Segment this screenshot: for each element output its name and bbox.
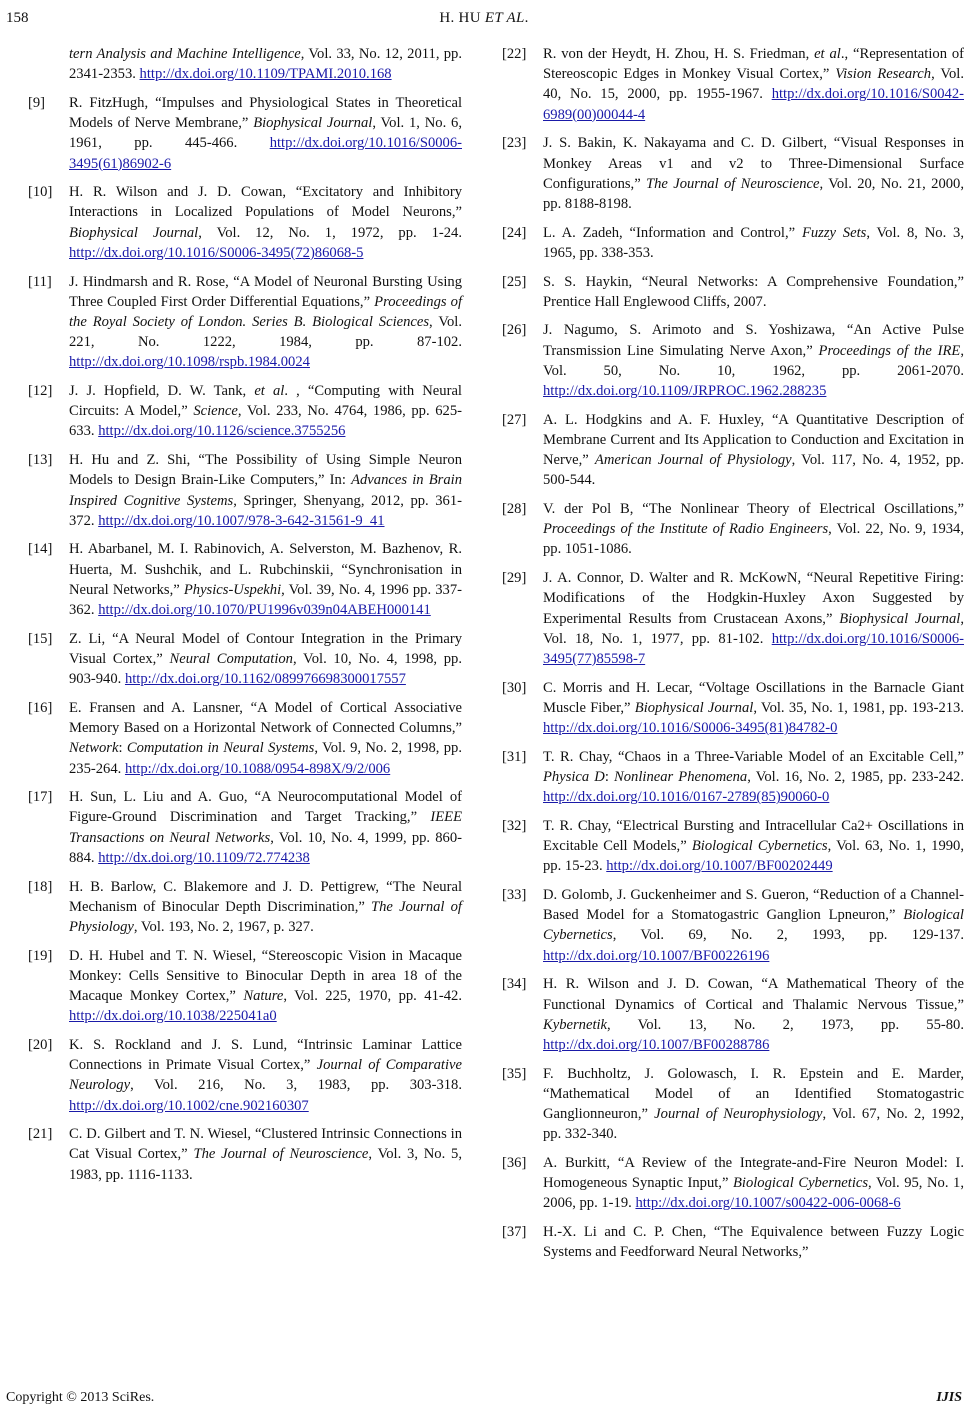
doi-link[interactable]: http://dx.doi.org/10.1016/S0006-3495(61)86902-6 [69,135,462,172]
reference-text: , Vol. 12, No. 1, 1972, pp. 1-24. [198,224,463,241]
reference-italic-text: Journal of Neurophysiology [654,1106,823,1123]
reference-column-left [28,44,462,1193]
reference-entry [502,974,964,1055]
reference-text: T. R. Chay, “Electrical Bursting and Intracellular Ca2+ Oscillations in Excitable Cell Models,” [543,817,964,855]
reference-text: H. Abarbanel, M. I. Rabinovich, A. Selverston, M. Bazhenov, R. Huerta, M. Sushchik, and L. Rubchinskii, “Synchronisation in Neural Networks,” [69,541,462,598]
doi-link[interactable]: http://dx.doi.org/10.1016/S0006-3495(81)84782-0 [543,720,838,737]
running-head-period: . [524,10,529,26]
reference-text: : [604,769,615,785]
reference-number: [30] [502,679,527,696]
reference-italic-text: Biophysical Journal [253,115,373,132]
reference-number: [19] [28,947,53,964]
reference-number: [36] [502,1154,527,1171]
doi-link[interactable]: http://dx.doi.org/10.1007/BF00202449 [606,858,833,875]
reference-text: , Vol. 22, No. 9, 1934, pp. 1051-1086. [543,521,964,558]
reference-number: [37] [502,1224,527,1241]
reference-italic-text: The Journal of Neuroscience [193,1146,369,1163]
reference-text: E. Fransen and A. Lansner, “A Model of Cortical Associative Memory Based on a Horizontal Network of Connected Columns,” [69,699,462,737]
reference-number: [10] [28,184,53,201]
reference-text: H. B. Barlow, C. Blakemore and J. D. Pettigrew, “The Neural Mechanism of Binocular Depth Discrimination,” [69,878,462,915]
reference-text: D. Golomb, J. Guckenheimer and S. Gueron, “Reduction of a Channel-Based Model for a Stomatogastric Ganglion Lpneuron,” [543,887,964,924]
reference-entry [28,1035,462,1116]
doi-link[interactable]: http://dx.doi.org/10.1098/rspb.1984.0024 [69,354,310,371]
reference-number: [31] [502,748,527,765]
reference-number: [13] [28,452,53,469]
reference-entry [28,272,462,373]
reference-text: R. von der Heydt, H. Zhou, H. S. Friedman, [543,46,815,62]
doi-link[interactable]: http://dx.doi.org/10.1109/72.774238 [98,849,310,866]
reference-italic-text: American Journal of Physiology [594,452,792,469]
reference-number: [14] [28,541,53,558]
running-head [0,10,968,27]
reference-text: : [118,740,127,757]
reference-text: , Vol. 13, No. 2, 1973, pp. 55-80. [607,1016,964,1033]
reference-italic-text: Nature [243,988,284,1005]
reference-italic-text: Vision Research [835,66,932,83]
reference-number: [24] [502,224,527,241]
reference-entry [28,877,462,938]
reference-entry [28,629,462,690]
reference-number: [32] [502,817,527,834]
reference-entry [502,44,964,125]
reference-number: [22] [502,46,527,62]
reference-text: J. Hindmarsh and R. Rose, “A Model of Neuronal Bursting Using Three Coupled First Order Differential Equations,” [69,273,462,310]
reference-entry [502,1064,964,1145]
reference-text: , Vol. 67, No. 2, 1992, pp. 332-340. [543,1106,965,1143]
reference-entry [28,381,462,442]
reference-entry [502,568,964,669]
reference-italic-text: Biological Cybernetics [732,1175,869,1192]
reference-text: J. A. Connor, D. Walter and R. McKowN, “Neural Repetitive Firing: Modifications of the Hodgkin-Huxley Axon Suggested by Experimental Results from Crustacean Axons,” [543,570,964,627]
reference-number: [27] [502,411,527,428]
reference-entry [502,1153,964,1214]
reference-number: [26] [502,322,527,339]
reference-text: , Vol. 3, No. 5, 1983, pp. 1116-1133. [69,1146,462,1183]
reference-text: , Vol. 216, No. 3, 1983, pp. 303-318. [130,1077,462,1094]
reference-number: [28] [502,501,527,518]
reference-entry [502,223,964,263]
reference-number: [12] [28,383,53,400]
reference-italic-text: et al [254,383,285,400]
reference-entry [502,499,964,560]
reference-italic-text: Physica D [543,769,605,785]
reference-text: R. FitzHugh, “Impulses and Physiological States in Theoretical Models of Nerve Membrane,” [69,94,462,132]
reference-text: , Vol. 1, No. 6, 1961, pp. 445-466. [69,115,463,152]
reference-entry [502,410,964,491]
reference-italic-text: The Journal of Neuroscience [646,175,820,192]
reference-text: , Vol. 10, No. 4, 1998, pp. 903-940. [69,650,463,688]
reference-text: , Vol. 233, No. 4764, 1986, pp. 625-633. [69,403,462,440]
reference-entry [502,747,964,808]
reference-entry [502,1222,964,1262]
doi-link[interactable]: http://dx.doi.org/10.1016/0167-2789(85)90060-0 [543,789,830,806]
reference-italic-text: The Journal of Physiology [69,898,462,935]
page-header [0,10,968,32]
reference-text: L. A. Zadeh, “Information and Control,” [543,224,802,241]
reference-text: , Vol. 69, No. 2, 1993, pp. 129-137. [612,927,964,944]
reference-text: , Vol. 10, No. 4, 1999, pp. 860-884. [69,829,462,866]
reference-italic-text: Biophysical Journal [839,610,961,627]
reference-text: . , “Computing with Neural Circuits: A Model,” [69,383,462,420]
reference-text: C. D. Gilbert and T. N. Wiesel, “Clustered Intrinsic Connections in Cat Visual Cortex,” [69,1126,462,1163]
reference-entry [28,698,462,779]
reference-text: T. R. Chay, “Chaos in a Three-Variable Model of an Excitable Cell,” [543,748,964,765]
reference-number: [21] [28,1126,53,1143]
reference-text: A. Burkitt, “A Review of the Integrate-and-Fire Neuron Model: I. Homogeneous Synaptic Input,” [543,1154,964,1192]
doi-link[interactable]: http://dx.doi.org/10.1007/s00422-006-0068-6 [635,1195,901,1212]
doi-link[interactable]: http://dx.doi.org/10.1016/S0042-6989(00)00044-4 [543,86,964,123]
doi-link[interactable]: http://dx.doi.org/10.1007/BF00226196 [543,947,770,964]
reference-italic-text: Computation in Neural Systems [126,740,315,757]
reference-italic-text: Journal of Comparative Neurology [69,1057,462,1094]
doi-link[interactable]: http://dx.doi.org/10.1109/JRPROC.1962.288235 [543,383,827,400]
doi-link[interactable]: http://dx.doi.org/10.1109/TPAMI.2010.168 [139,66,392,83]
reference-text: , Vol. 35, No. 1, 1981, pp. 193-213. [753,699,965,716]
reference-italic-text: Kybernetik [543,1016,608,1033]
reference-italic-text: Physics-Uspekhi [183,581,282,598]
reference-italic-text: Biological Cybernetics [691,838,828,855]
reference-number: [17] [28,789,53,806]
reference-text: , Vol. 221, No. 1222, 1984, pp. 87-102. [69,313,462,351]
reference-number: [33] [502,887,527,904]
reference-number: [23] [502,135,527,152]
reference-number: [34] [502,976,527,993]
reference-text: K. S. Rockland and J. S. Lund, “Intrinsic Laminar Lattice Connections in Primate Visual Cortex,” [69,1036,462,1074]
reference-entry [502,816,964,877]
reference-text: , Vol. 95, No. 1, 2006, pp. 1-19. [543,1175,964,1212]
reference-text: , Vol. 18, No. 1, 1977, pp. 81-102. [543,610,964,647]
reference-text: H. R. Wilson and J. D. Cowan, “A Mathematical Theory of the Functional Dynamics of Cortical and Thalamic Nervous Tissue,” [543,976,964,1013]
reference-text: H.-X. Li and C. P. Chen, “The Equivalence between Fuzzy Logic Systems and Feedforward Neural Networks,” [543,1224,964,1261]
reference-italic-text: Biophysical Journal [69,224,199,241]
reference-italic-text: Biophysical Journal [634,699,754,716]
running-head-authors: H. HU [439,10,485,26]
reference-italic-text: tern Analysis and Machine Intelligence [69,46,301,62]
reference-number: [25] [502,273,527,290]
page-number: 158 [6,10,29,26]
doi-link[interactable]: http://dx.doi.org/10.1007/BF00288786 [543,1036,770,1053]
reference-italic-text: Proceedings of the IRE [818,342,961,359]
reference-text: ., “Representation of Stereoscopic Edges in Monkey Visual Cortex,” [543,46,964,83]
reference-italic-text: Science [193,403,238,420]
reference-number: [15] [28,630,53,647]
reference-text: , Vol. 20, No. 21, 2000, pp. 8188-8198. [543,175,964,212]
reference-text: F. Buchholtz, J. Golowasch, I. R. Epstein and E. Marder, “Mathematical Model of an Identified Stomatogastric Ganglionneuron,” [543,1065,964,1123]
reference-entry [28,946,462,1027]
reference-text: , Vol. 50, No. 10, 1962, pp. 2061-2070. [543,342,964,379]
reference-text: , Vol. 16, No. 2, 1985, pp. 233-242. [747,769,965,785]
reference-text: J. J. Hopfield, D. W. Tank, [69,383,255,400]
reference-italic-text: Neural Computation [169,650,293,667]
reference-entry [502,272,964,312]
doi-link[interactable]: http://dx.doi.org/10.1126/science.3755256 [98,423,346,440]
copyright-notice: Copyright © 2013 SciRes. [6,1390,155,1405]
reference-entry [28,450,462,531]
reference-italic-text: Biological Cybernetics [543,907,964,944]
reference-number: [16] [28,699,53,716]
reference-italic-text: Proceedings of the Royal Society of London. Series B. Biological Sciences [69,293,463,330]
doi-link[interactable]: http://dx.doi.org/10.1088/0954-898X/9/2/006 [124,760,391,777]
reference-text: H. Hu and Z. Shi, “The Possibility of Using Simple Neuron Models to Design Brain-Like Computers,” In: [69,452,462,489]
reference-entry [502,885,964,966]
reference-italic-text: et al [814,46,841,62]
reference-text: , Vol. 33, No. 12, 2011, pp. 2341-2353. [69,46,463,83]
reference-text: H. R. Wilson and J. D. Cowan, “Excitatory and Inhibitory Interactions in Localized Populations of Model Neurons,” [69,184,462,221]
doi-link[interactable]: http://dx.doi.org/10.1038/225041a0 [69,1008,277,1025]
running-head-etal: ET AL [484,10,525,26]
reference-text: , Vol. 225, 1970, pp. 41-42. [283,988,462,1005]
reference-text: H. Sun, L. Liu and A. Guo, “A Neurocomputational Model of Figure-Ground Discrimination and Target Tracking,” [69,789,462,826]
reference-text: , Vol. 193, No. 2, 1967, p. 327. [133,918,314,935]
reference-number: [11] [28,273,52,290]
reference-entry [28,182,462,263]
reference-continuation [28,44,462,84]
doi-link[interactable]: http://dx.doi.org/10.1002/cne.902160307 [69,1097,309,1114]
doi-link[interactable]: http://dx.doi.org/10.1016/S0006-3495(72)86068-5 [69,244,364,261]
reference-italic-text: IEEE Transactions on Neural Networks [69,809,462,846]
reference-italic-text: Fuzzy Sets [801,224,867,241]
reference-text: , Vol. 8, No. 3, 1965, pp. 338-353. [543,224,964,261]
reference-number: [35] [502,1065,527,1082]
reference-text: , Vol. 117, No. 4, 1952, pp. 500-544. [543,452,964,489]
reference-text: , Vol. 9, No. 2, 1998, pp. 235-264. [69,740,463,777]
reference-number: [20] [28,1036,53,1053]
reference-text: , Springer, Shenyang, 2012, pp. 361-372. [69,492,463,529]
doi-link[interactable]: http://dx.doi.org/10.1162/089976698300017557 [124,671,406,688]
reference-text: D. H. Hubel and T. N. Wiesel, “Stereoscopic Vision in Macaque Monkey: Cells Sensitive to Binocular Depth in area 18 of the Macaque Monkey Cortex,” [69,947,462,1005]
reference-number: [29] [502,570,527,587]
reference-text: V. der Pol B, “The Nonlinear Theory of Electrical Oscillations,” [543,501,964,518]
reference-text: J. S. Bakin, K. Nakayama and C. D. Gilbert, “Visual Responses in Monkey Areas v1 and v2 to Three-Dimensional Surface Configurations,” [543,135,964,192]
reference-italic-text: Advances in Brain Inspired Cognitive Systems [69,472,463,509]
reference-text: Z. Li, “A Neural Model of Contour Integration in the Primary Visual Cortex,” [69,630,462,667]
reference-entry [502,133,964,214]
journal-abbreviation: IJIS [936,1390,962,1405]
reference-italic-text: Proceedings of the Institute of Radio Engineers [543,521,829,538]
reference-text: S. S. Haykin, “Neural Networks: A Comprehensive Foundation,” Prentice Hall Englewood Cliffs, 2007. [543,273,964,310]
doi-link[interactable]: http://dx.doi.org/10.1007/978-3-642-31561-9_41 [98,512,385,529]
doi-link[interactable]: http://dx.doi.org/10.1016/S0006-3495(77)85598-7 [543,630,964,667]
reference-entry [502,678,964,739]
doi-link[interactable]: http://dx.doi.org/10.1070/PU1996v039n04ABEH000141 [98,602,431,619]
reference-entry [502,320,964,401]
reference-text: A. L. Hodgkins and A. F. Huxley, “A Quantitative Description of Membrane Current and Its Application to Conduction and Excitation in Nerve,” [543,411,964,469]
reference-text: , Vol. 40, No. 15, 2000, pp. 1955-1967. [543,66,964,103]
reference-column-right [502,44,964,1271]
reference-text: , Vol. 39, No. 4, 1996 pp. 337-362. [69,581,462,619]
reference-text: J. Nagumo, S. Arimoto and S. Yoshizawa, “An Active Pulse Transmission Line Simulating Nerve Axon,” [543,322,964,359]
reference-entry [28,787,462,868]
reference-entry [28,539,462,620]
reference-entry [28,93,462,174]
reference-text: C. Morris and H. Lecar, “Voltage Oscillations in the Barnacle Giant Muscle Fiber,” [543,679,964,716]
reference-italic-text: Nonlinear Phenomena [614,769,748,785]
reference-number: [9] [28,94,46,111]
reference-entry [28,1124,462,1185]
reference-text: , Vol. 63, No. 1, 1990, pp. 15-23. [543,838,965,875]
reference-italic-text: Network [69,740,119,757]
reference-number: [18] [28,878,53,895]
